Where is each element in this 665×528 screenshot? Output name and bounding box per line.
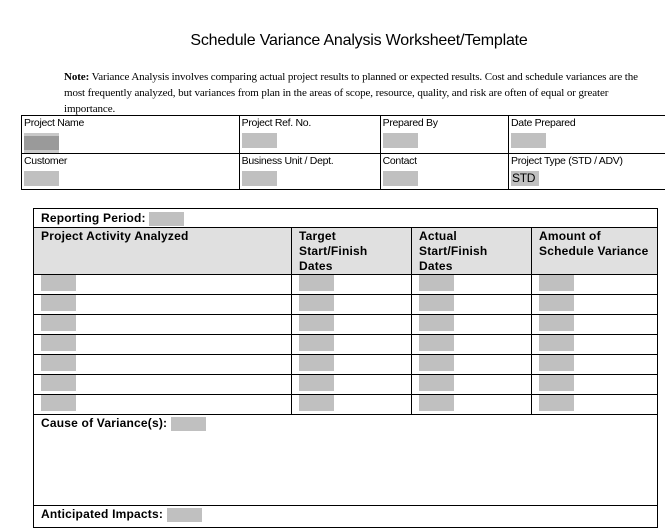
variance-cell [532,315,658,335]
table-row [34,295,658,315]
variance-field[interactable] [539,335,574,351]
variance-cell [532,335,658,355]
target-cell [292,395,412,415]
table-row [34,375,658,395]
header-target-dates: Target Start/Finish Dates [292,228,412,275]
activity-field[interactable] [41,335,76,351]
activity-field[interactable] [41,315,76,331]
activity-cell [34,315,292,335]
target-dates-field[interactable] [299,375,334,391]
cause-field[interactable] [171,417,206,431]
cause-label: Cause of Variance(s): [41,416,167,430]
target-cell [292,335,412,355]
customer-label: Customer [24,155,237,168]
date-prepared-field[interactable] [511,133,546,148]
project-name-cell [22,116,240,154]
target-dates-field[interactable] [299,335,334,351]
business-unit-cell [239,154,380,190]
variance-cell [532,375,658,395]
activity-field[interactable] [41,355,76,371]
variance-field[interactable] [539,275,574,291]
activity-table [33,208,658,528]
project-info-table [21,115,665,190]
target-dates-field[interactable] [299,275,334,291]
activity-cell [34,335,292,355]
reporting-period-row [34,209,658,228]
target-cell [292,375,412,395]
table-row [34,335,658,355]
reporting-period-label: Reporting Period: [41,211,146,225]
actual-dates-field[interactable] [419,395,454,411]
target-dates-field[interactable] [299,315,334,331]
actual-cell [412,335,532,355]
variance-field[interactable] [539,355,574,371]
header-variance-amount: Amount of Schedule Variance [532,228,658,275]
variance-field[interactable] [539,375,574,391]
target-cell [292,295,412,315]
actual-dates-field[interactable] [419,355,454,371]
activity-field[interactable] [41,395,76,411]
activity-cell [34,295,292,315]
project-ref-field[interactable] [242,133,277,148]
project-name-label: Project Name [24,117,237,130]
activity-cell [34,355,292,375]
variance-cell [532,275,658,295]
target-cell [292,355,412,375]
info-row [22,154,665,190]
table-row [34,395,658,415]
note-text: Variance Analysis involves comparing actual project results to planned or expected results. Cost and schedule variances are the most frequently analyzed, but variances from plan in the areas of scope, resource, quality, and risk are often of equal or greater importance. [64,71,638,115]
business-unit-label: Business Unit / Dept. [242,155,378,168]
variance-cell [532,355,658,375]
actual-cell [412,395,532,415]
prepared-by-field[interactable] [383,133,418,148]
contact-field[interactable] [383,171,418,186]
project-type-label: Project Type (STD / ADV) [511,155,663,168]
prepared-by-label: Prepared By [383,117,506,130]
actual-cell [412,375,532,395]
activity-cell [34,275,292,295]
variance-cell [532,395,658,415]
date-prepared-label: Date Prepared [511,117,663,130]
impacts-label: Anticipated Impacts: [41,507,163,521]
variance-field[interactable] [539,295,574,311]
project-ref-label: Project Ref. No. [242,117,378,130]
contact-cell [380,154,508,190]
activity-field[interactable] [41,275,76,291]
actual-dates-field[interactable] [419,295,454,311]
project-type-cell [509,154,665,190]
actual-dates-field[interactable] [419,335,454,351]
target-dates-field[interactable] [299,295,334,311]
actual-cell [412,295,532,315]
variance-cell [532,295,658,315]
target-dates-field[interactable] [299,355,334,371]
project-ref-cell [239,116,380,154]
target-cell [292,275,412,295]
info-row [22,116,665,154]
header-actual-dates: Actual Start/Finish Dates [412,228,532,275]
reporting-period-field[interactable] [149,212,184,226]
activity-cell [34,375,292,395]
actual-dates-field[interactable] [419,275,454,291]
cause-row [34,415,658,506]
project-type-field[interactable]: STD [511,171,539,186]
header-activity: Project Activity Analyzed [34,228,292,275]
variance-field[interactable] [539,395,574,411]
actual-cell [412,275,532,295]
target-cell [292,315,412,335]
activity-field[interactable] [41,375,76,391]
customer-cell [22,154,240,190]
actual-dates-field[interactable] [419,315,454,331]
variance-field[interactable] [539,315,574,331]
activity-cell [34,395,292,415]
reporting-period-cell [34,209,658,228]
customer-field[interactable] [24,171,59,186]
contact-label: Contact [383,155,506,168]
date-prepared-cell [509,116,665,154]
target-dates-field[interactable] [299,395,334,411]
note-paragraph [64,69,654,117]
cause-cell [34,415,658,506]
business-unit-field[interactable] [242,171,277,186]
actual-cell [412,315,532,335]
project-name-field[interactable] [24,133,59,153]
table-row [34,315,658,335]
impacts-field[interactable] [167,508,202,522]
prepared-by-cell [380,116,508,154]
note-label: Note: [64,71,89,83]
actual-dates-field[interactable] [419,375,454,391]
table-row [34,355,658,375]
document-title: Schedule Variance Analysis Worksheet/Template [0,32,665,50]
activity-field[interactable] [41,295,76,311]
table-row [34,275,658,295]
header-row [34,228,658,275]
actual-cell [412,355,532,375]
